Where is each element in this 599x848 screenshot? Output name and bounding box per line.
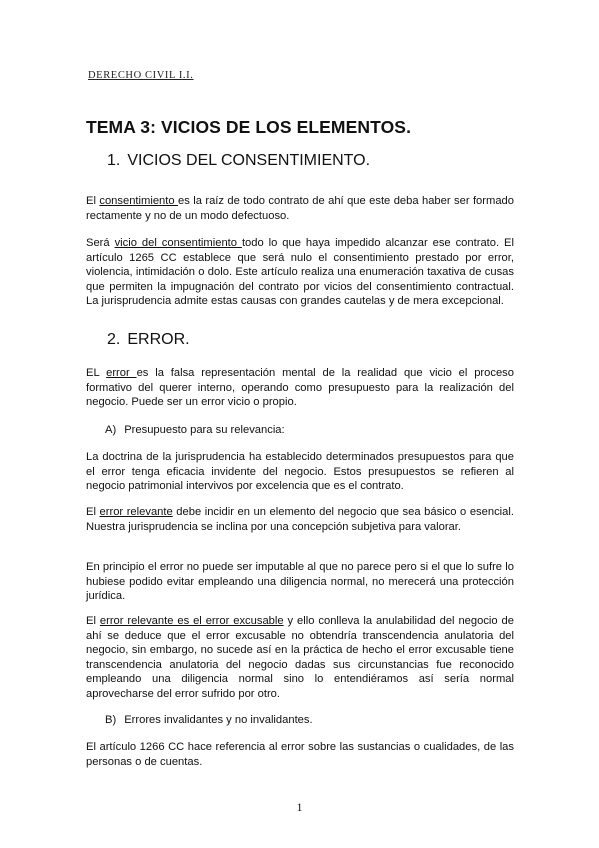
paragraph-error-relevante (86, 505, 514, 534)
section-number: 2. (107, 331, 121, 348)
list-letter: A) (105, 424, 117, 436)
text-run: EL (86, 367, 107, 379)
subheading-text: Errores invalidantes y no invalidantes. (124, 714, 313, 726)
text-run: Será (86, 237, 115, 249)
text-run: El (86, 615, 100, 627)
text-run: es la raíz de todo contrato de ahí que este deba haber ser formado rectamente y no de un modo defectuoso. (86, 195, 514, 222)
underlined-term: error relevante (99, 506, 173, 518)
text-run: es la falsa representación mental de la realidad que vicio el proceso formativo del querer interno, operando como presupuesto para la realización del negocio. Puede ser un error vicio o propio. (86, 367, 514, 409)
paragraph-error-excusable (86, 614, 514, 702)
text-run: y ello conlleva la anulabilidad del negocio de ahí se deduce que el error excusable no obtendría transcendencia anulatoria del negocio, sin embargo, no sucede así en la práctica de hecho el error excusable tiene transcendencia anulatoria del negocio dadas sus circunstancias fue reconocido empleando una diligencia normal sino lo entendiéramos así sería normal aprovecharse del error sufrido por otro. (86, 615, 514, 700)
underlined-term: consentimiento (99, 195, 179, 207)
page-number: 1 (296, 800, 303, 814)
subheading-presupuesto (105, 423, 285, 438)
section-number: 1. (107, 152, 121, 169)
paragraph-imputable: En principio el error no puede ser imputable al que no parece pero si el que lo sufre lo hubiese podido evitar empleando una diligencia normal, no merecerá una protección jurídica. (86, 561, 514, 603)
paragraph-articulo-1266: El artículo 1266 CC hace referencia al error sobre las sustancias o cualidades, de las personas o de cuentas. (86, 741, 514, 768)
subheading-errores-invalidantes (105, 713, 313, 728)
paragraph-consentimiento (86, 194, 514, 223)
running-header: DERECHO CIVIL I.I. (88, 70, 194, 81)
text-run: El (86, 195, 100, 207)
list-letter: B) (105, 714, 117, 726)
paragraph-error-definition (86, 366, 514, 410)
text-run: El (86, 506, 100, 518)
text-run: todo lo que haya impedido alcanzar ese contrato. El artículo 1265 CC establece que será nulo el consentimiento prestado por error, violencia, intimidación o dolo. Este artículo realiza una enumeración taxativa de cusas que permiten la impugnación del contrato por vicios del consentimiento contractual. La jurisprudencia admite estas causas con grandes cautelas y de mera excepcional. (86, 237, 514, 308)
underlined-term: error (106, 367, 137, 379)
page-title: TEMA 3: VICIOS DE LOS ELEMENTOS. (86, 117, 412, 137)
subheading-text: Presupuesto para su relevancia: (124, 424, 285, 436)
paragraph-doctrina: La doctrina de la jurisprudencia ha establecido determinados presupuestos para que el error tenga eficacia invidente del negocio. Estos presupuestos se refieren al negocio patrimonial intervivos por excelencia que es el contrato. (86, 451, 514, 493)
underlined-term: vicio del consentimiento (114, 237, 242, 249)
underlined-term: error relevante es el error excusable (99, 615, 284, 627)
section-title: ERROR. (127, 331, 190, 348)
section-heading-error (107, 331, 190, 349)
section-heading-consentimiento (107, 152, 370, 170)
paragraph-vicio (86, 236, 514, 309)
text-run: debe incidir en un elemento del negocio que sea básico o esencial. Nuestra jurisprudencia se inclina por una concepción subjetiva para valorar. (86, 506, 514, 533)
section-title: VICIOS DEL CONSENTIMIENTO. (127, 152, 371, 169)
